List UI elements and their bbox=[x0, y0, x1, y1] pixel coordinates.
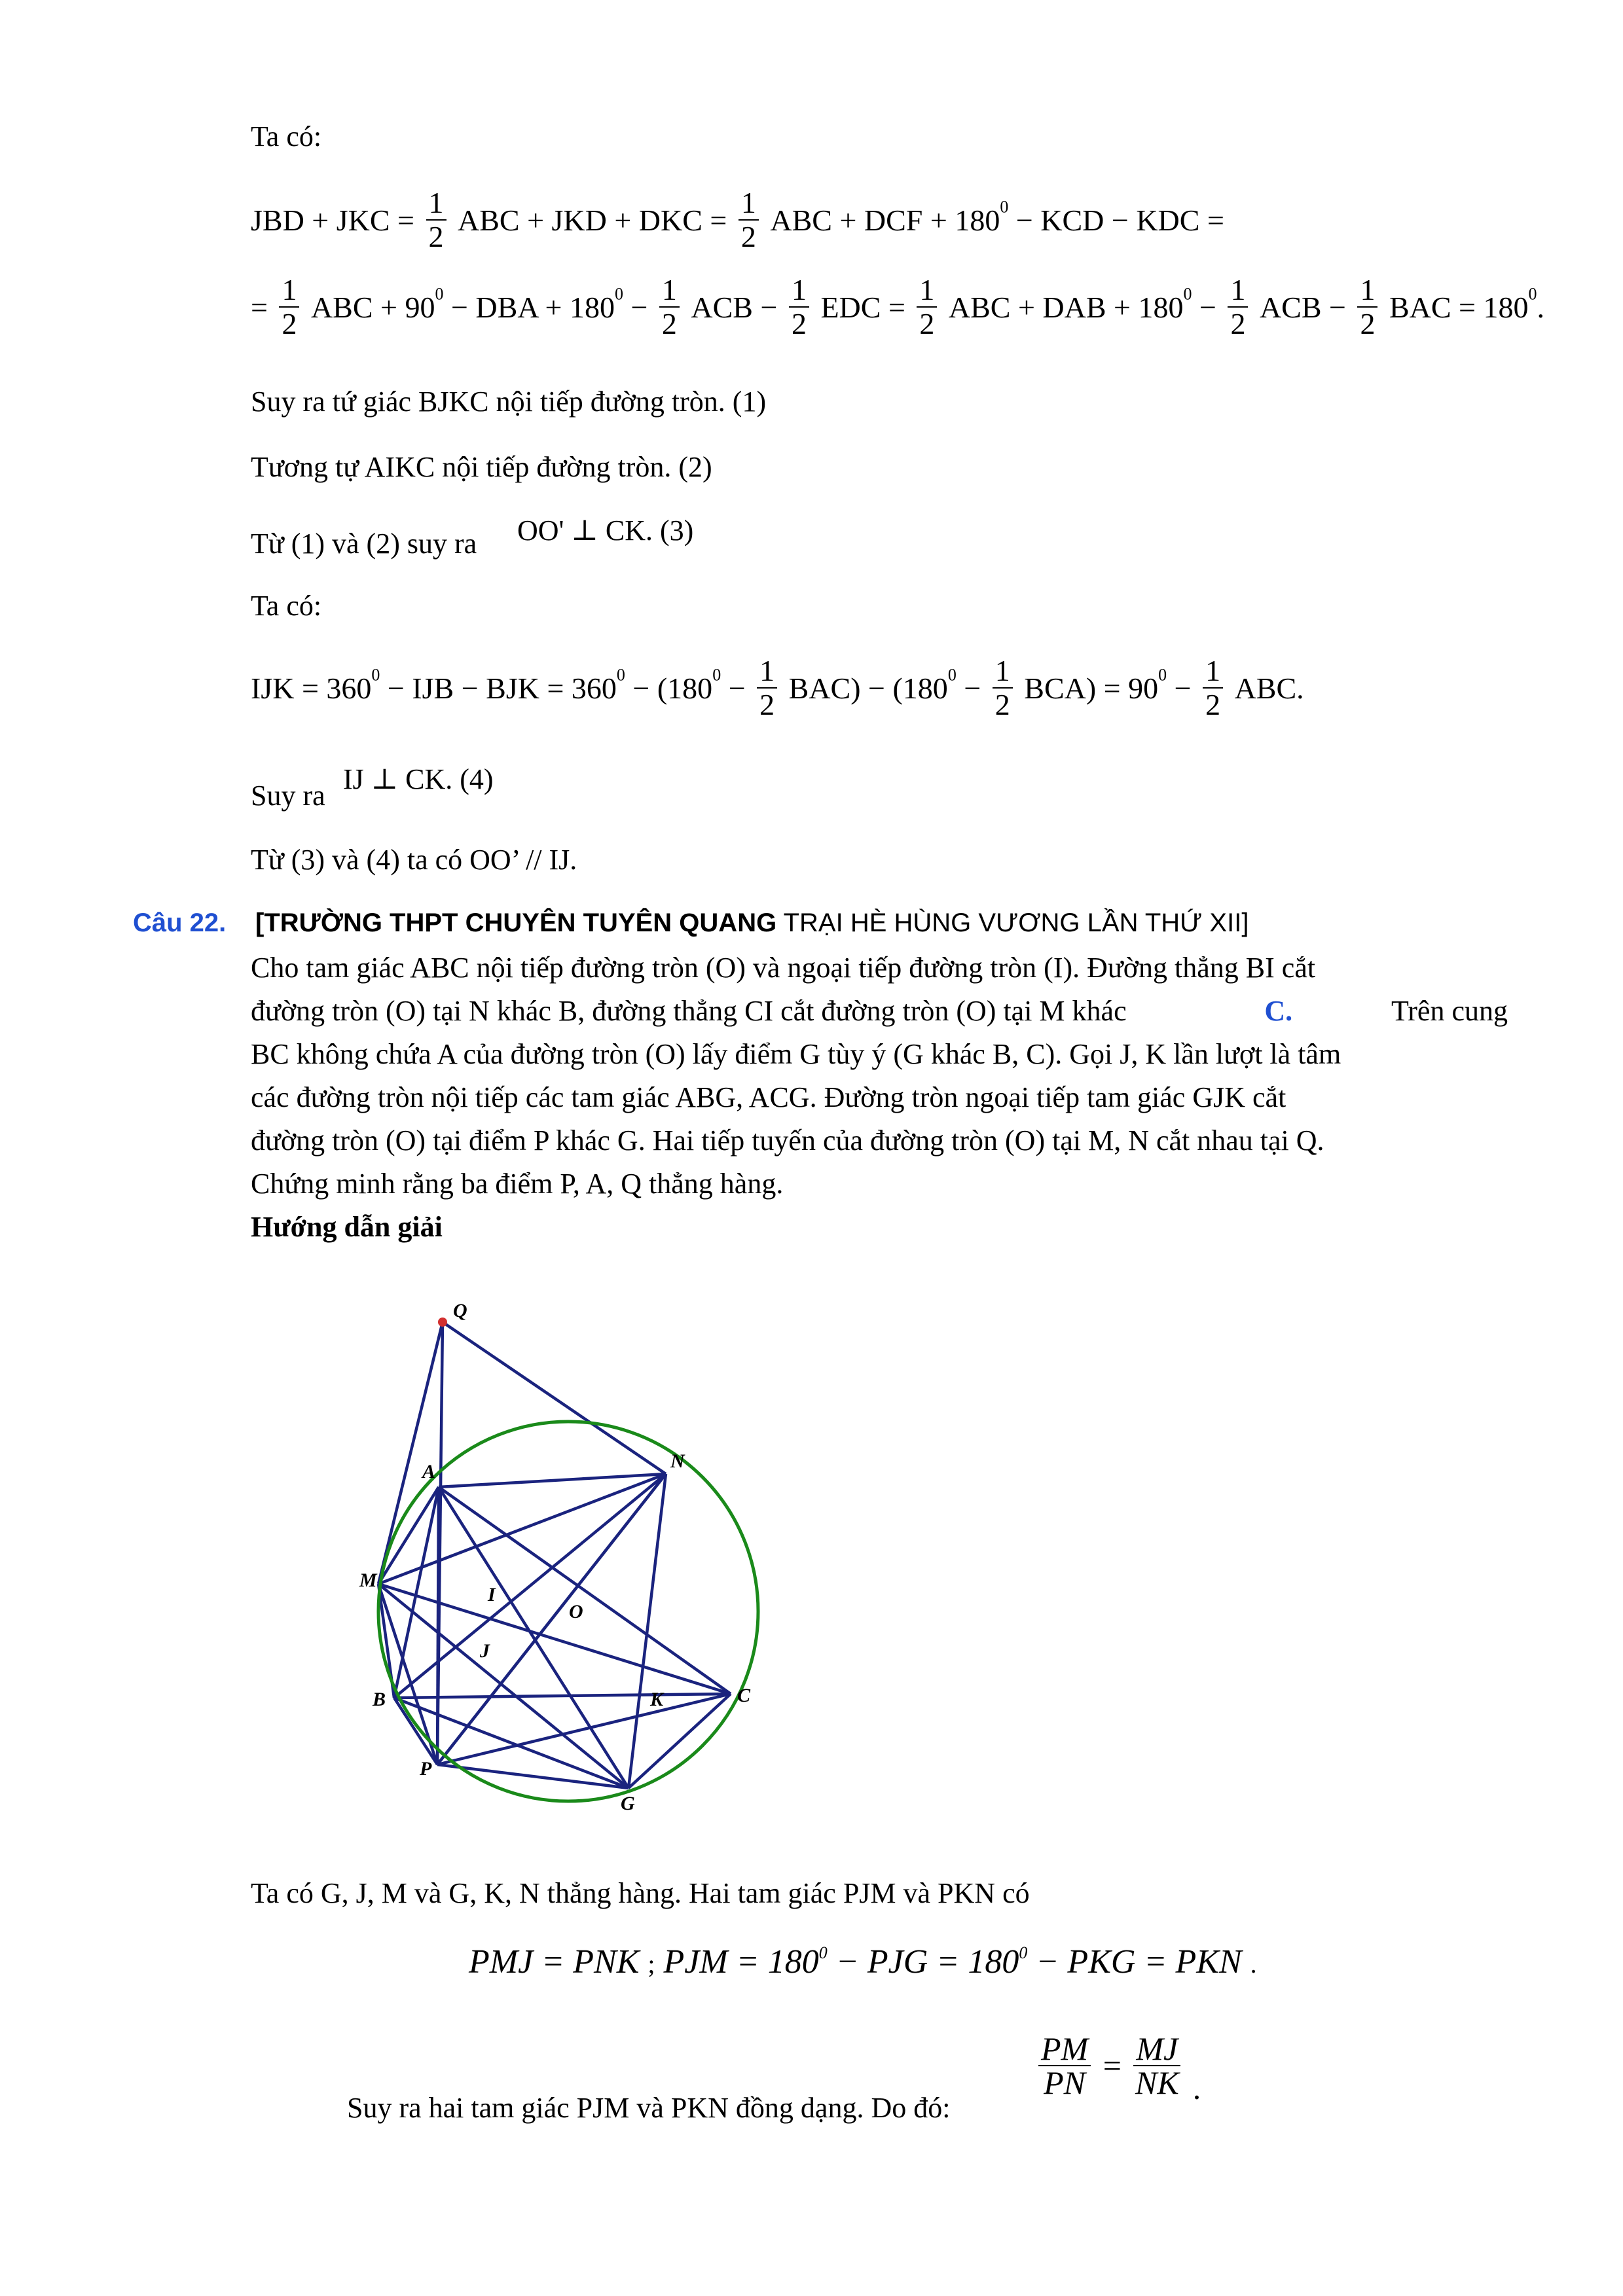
line-aikc: Tương tự AIKC nội tiếp đường tròn. (2) bbox=[251, 451, 712, 483]
suy-ra-label: Suy ra bbox=[251, 780, 325, 812]
segment-qm bbox=[378, 1322, 443, 1584]
ta-co-label-1: Ta có: bbox=[251, 120, 322, 152]
label-b: B bbox=[373, 1689, 386, 1710]
ij-perp-ck: IJ ⊥ CK. (4) bbox=[343, 763, 494, 795]
point-q bbox=[438, 1318, 447, 1327]
equation-2: = $\frac{1}{2}$ ABC + $90^0$ − DBA + $180^0$ − $\frac{1}{2}$ ACB − $\frac{1}{2}$ EDC = $\frac{1}{2}$ ABC + DAB + $180^0$ − $\frac{1}{2}$ ACB − $\frac{1}{2}$ BAC = $180^0$. bbox=[251, 273, 1544, 340]
problem-source: [TRƯỜNG THPT CHUYÊN TUYÊN QUANG TRẠI HÈ HÙNG VƯƠNG LẦN THỨ XII] bbox=[255, 908, 1249, 937]
figure-lines bbox=[378, 1322, 731, 1788]
line-tu12: Từ (1) và (2) suy ra bbox=[251, 528, 477, 560]
segment-ac bbox=[439, 1487, 731, 1694]
segment-ap bbox=[437, 1487, 439, 1765]
label-q: Q bbox=[453, 1300, 467, 1321]
problem-line-5: đường tròn (O) tại điểm P khác G. Hai tiếp tuyến của đường tròn (O) tại M, N cắt nhau tại Q. bbox=[251, 1124, 1324, 1157]
bottom-line-1: Ta có G, J, M và G, K, N thẳng hàng. Hai tam giác PJM và PKN có bbox=[251, 1877, 1030, 1909]
equation-4: PMJ = PNK ; PJM = $180^0$ − PJG = $180^0$ − PKG = PKN . bbox=[469, 1943, 1257, 1981]
problem-line-2: đường tròn (O) tại N khác B, đường thẳng CI cắt đường tròn (O) tại M khác C. Trên cung bbox=[251, 995, 1508, 1027]
segment-ng bbox=[629, 1474, 666, 1788]
eq1-part2: ABC + JKD + DKC = bbox=[458, 203, 727, 237]
segment-qn bbox=[443, 1322, 666, 1474]
eq1-part3: ABC + DCF + 180 bbox=[770, 203, 1000, 237]
segment-bc bbox=[394, 1694, 731, 1698]
label-g: G bbox=[621, 1793, 635, 1814]
label-p: P bbox=[420, 1758, 432, 1780]
label-j: J bbox=[480, 1640, 490, 1662]
equation-3: IJK = $360^0$ − IJB − BJK = $360^0 - (180^0$ − $\frac{1}{2}$ $BAC) - (180^0$ − $\frac{1}{2}$ $BCA) = 90^0$ − $\frac{1}{2}$ ABC. bbox=[251, 654, 1304, 721]
problem-label: Câu 22. bbox=[133, 908, 227, 937]
label-m: M bbox=[359, 1570, 377, 1591]
ta-co-label-2: Ta có: bbox=[251, 590, 322, 622]
eq1-part4: − KCD − KDC = bbox=[1015, 203, 1224, 237]
problem-line-4: các đường tròn nội tiếp các tam giác ABG, ACG. Đường tròn ngoại tiếp tam giác GJK cắt bbox=[251, 1081, 1286, 1113]
oo-perp-ck: OO' ⊥ CK. (3) bbox=[517, 514, 694, 547]
problem-line-1: Cho tam giác ABC nội tiếp đường tròn (O) và ngoại tiếp đường tròn (I). Đường thẳng BI cắt bbox=[251, 952, 1316, 984]
label-n: N bbox=[670, 1450, 685, 1472]
segment-cg bbox=[629, 1694, 731, 1788]
guide-heading: Hướng dẫn giải bbox=[251, 1211, 443, 1243]
problem-line-3: BC không chứa A của đường tròn (O) lấy điểm G tùy ý (G khác B, C). Gọi J, K lần lượt là tâm bbox=[251, 1038, 1341, 1070]
eq1-lhs: JBD + JKC = bbox=[251, 203, 414, 237]
segment-pc bbox=[437, 1694, 731, 1765]
segment-an bbox=[439, 1474, 666, 1487]
segment-mg bbox=[378, 1584, 629, 1788]
eq1-frac: $\frac{1}{2}$ bbox=[426, 187, 447, 253]
label-k: K bbox=[650, 1689, 664, 1710]
label-a: A bbox=[422, 1461, 436, 1482]
bottom-line-2: Suy ra hai tam giác PJM và PKN đồng dạng. Do đó: bbox=[347, 2092, 951, 2124]
problem-line-6: Chứng minh rằng ba điểm P, A, Q thẳng hàng. bbox=[251, 1168, 784, 1200]
label-o: O bbox=[569, 1601, 583, 1623]
line-bjkc: Suy ra tứ giác BJKC nội tiếp đường tròn. (1) bbox=[251, 386, 767, 418]
label-c: C bbox=[737, 1685, 751, 1706]
segment-mc bbox=[378, 1584, 731, 1694]
line-tu34: Từ (3) và (4) ta có OO’ // IJ. bbox=[251, 844, 577, 876]
label-i: I bbox=[488, 1584, 496, 1605]
ratio-equation: $\frac{PM}{PN}$ = $\frac{MJ}{NK}$ . bbox=[1034, 2032, 1201, 2107]
eq1-frac-2: $\frac{1}{2}$ bbox=[739, 187, 759, 253]
equation-1: JBD + JKC = $\frac{1}{2}$ ABC + JKD + DKC = $\frac{1}{2}$ ABC + DCF + $180^0$ − KCD − KDC = bbox=[251, 186, 1224, 253]
segment-bp bbox=[394, 1698, 437, 1765]
